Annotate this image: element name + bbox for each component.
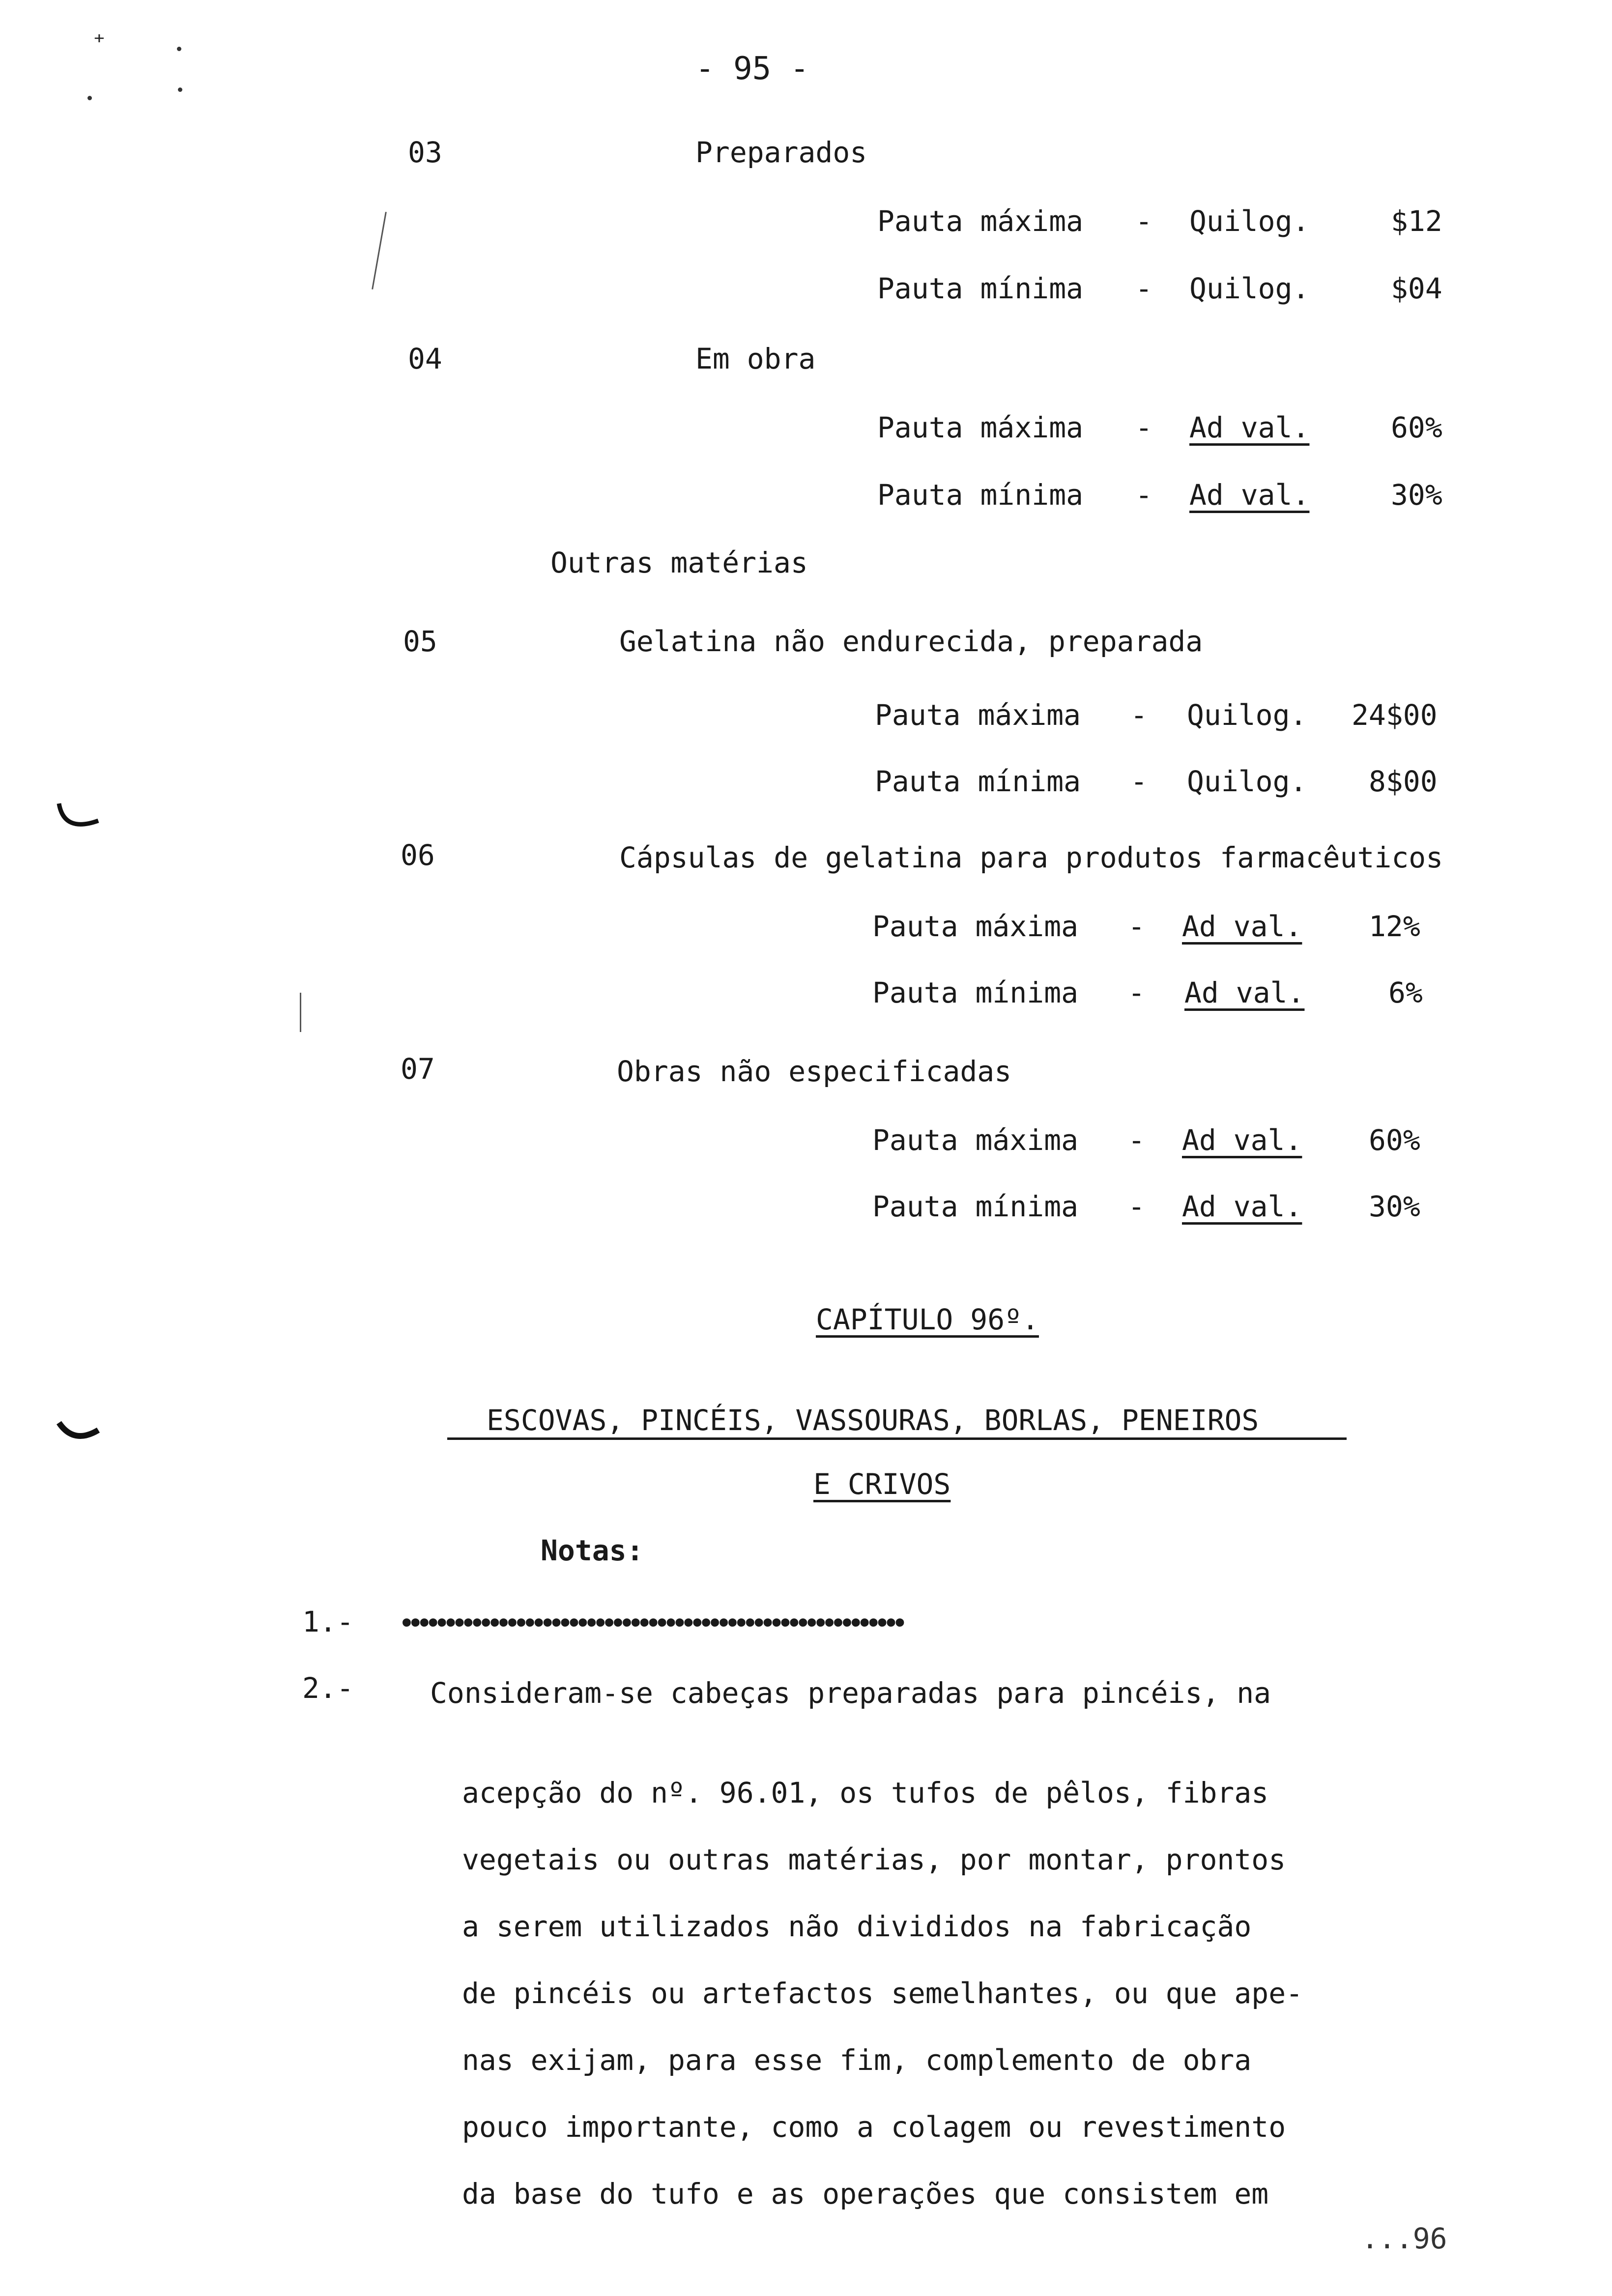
tariff-unit: Ad val. bbox=[1182, 1123, 1302, 1157]
tariff-dash: - bbox=[1135, 272, 1152, 305]
tariff-dash: - bbox=[1135, 411, 1152, 444]
note-first-line: Consideram-se cabeças preparadas para pincéis, na bbox=[430, 1676, 1271, 1710]
scan-speck bbox=[178, 87, 182, 92]
tariff-value: 6% bbox=[1388, 976, 1423, 1009]
tariff-value: 60% bbox=[1369, 1123, 1420, 1157]
tariff-dash: - bbox=[1130, 765, 1148, 798]
tariff-label: Pauta máxima bbox=[872, 1123, 1079, 1157]
tariff-unit: Quilog. bbox=[1189, 204, 1310, 238]
tariff-unit: Ad val. bbox=[1182, 1190, 1302, 1223]
tariff-unit: Ad val. bbox=[1189, 411, 1310, 444]
item-title: Cápsulas de gelatina para produtos farmacêuticos bbox=[619, 841, 1443, 874]
tariff-unit: Quilog. bbox=[1187, 698, 1307, 732]
tariff-label: Pauta máxima bbox=[877, 204, 1084, 238]
tariff-label: Pauta mínima bbox=[872, 976, 1079, 1009]
continuation-marker: ...96 bbox=[1361, 2222, 1447, 2255]
tariff-dash: - bbox=[1128, 1123, 1145, 1157]
tariff-label: Pauta mínima bbox=[877, 478, 1084, 512]
scan-line bbox=[300, 993, 301, 1032]
title-underline bbox=[447, 1437, 1347, 1440]
tariff-unit: Quilog. bbox=[1189, 272, 1310, 305]
tariff-unit: Ad val. bbox=[1182, 910, 1302, 943]
item-code: 06 bbox=[401, 838, 435, 872]
note-ellipsis: ••••••••••••••••••••••••••••••••••••••••••••••••••••••••• bbox=[398, 1607, 900, 1640]
tariff-unit: Ad val. bbox=[1184, 976, 1305, 1009]
tariff-label: Pauta máxima bbox=[872, 910, 1079, 943]
item-title: Gelatina não endurecida, preparada bbox=[619, 625, 1203, 658]
tariff-dash: - bbox=[1128, 1190, 1145, 1223]
tariff-unit: Ad val. bbox=[1189, 478, 1310, 512]
tariff-label: Pauta mínima bbox=[872, 1190, 1079, 1223]
tariff-value: $04 bbox=[1391, 272, 1442, 305]
tariff-dash: - bbox=[1128, 910, 1145, 943]
scan-speck bbox=[87, 96, 92, 100]
tariff-dash: - bbox=[1135, 204, 1152, 238]
tariff-value: 8$00 bbox=[1369, 765, 1438, 798]
note-number: 2.- bbox=[302, 1671, 354, 1705]
tariff-dash: - bbox=[1130, 698, 1148, 732]
scan-artifact-icon: ⁺ bbox=[91, 27, 108, 59]
tariff-value: 30% bbox=[1391, 478, 1442, 512]
item-code: 05 bbox=[403, 625, 437, 658]
note-text: acepção do nº. 96.01, os tufos de pêlos, fibras vegetais ou outras matérias, por montar, prontos a serem utilizados não divididos na fabricação de pincéis ou artefactos semelhantes, ou que ape- nas exijam, para esse fim, complemento de obra pouco importante, como a colagem ou revestimento da base do tufo e as operações que consistem em bbox=[462, 1776, 1303, 2210]
tariff-label: Pauta mínima bbox=[877, 272, 1084, 305]
tariff-unit: Quilog. bbox=[1187, 765, 1307, 798]
tariff-value: 24$00 bbox=[1352, 698, 1438, 732]
item-title: Preparados bbox=[695, 136, 867, 169]
tariff-value: 30% bbox=[1369, 1190, 1420, 1223]
page-number: - 95 - bbox=[695, 51, 809, 87]
scan-curve-icon bbox=[54, 1415, 103, 1455]
tariff-dash: - bbox=[1135, 478, 1152, 512]
chapter-title-line2: E CRIVOS bbox=[813, 1467, 951, 1501]
tariff-label: Pauta máxima bbox=[875, 698, 1081, 732]
item-title: Em obra bbox=[695, 342, 816, 375]
scan-speck bbox=[177, 47, 181, 51]
chapter-title: ESCOVAS, PINCÉIS, VASSOURAS, BORLAS, PENEIROS bbox=[487, 1404, 1259, 1437]
item-title: Obras não especificadas bbox=[617, 1055, 1012, 1088]
note-number: 1.- bbox=[302, 1605, 354, 1638]
tariff-label: Pauta máxima bbox=[877, 411, 1084, 444]
item-code: 04 bbox=[408, 342, 442, 375]
tariff-value: 60% bbox=[1391, 411, 1442, 444]
chapter-heading: CAPÍTULO 96º. bbox=[816, 1303, 1039, 1336]
group-heading: Outras matérias bbox=[550, 546, 808, 579]
tariff-dash: - bbox=[1128, 976, 1145, 1009]
item-code: 07 bbox=[401, 1052, 435, 1086]
scan-line bbox=[372, 212, 387, 289]
scan-curve-icon bbox=[54, 801, 103, 840]
tariff-label: Pauta mínima bbox=[875, 765, 1081, 798]
item-code: 03 bbox=[408, 136, 442, 169]
tariff-value: $12 bbox=[1391, 204, 1442, 238]
notes-label: Notas: bbox=[541, 1534, 644, 1567]
tariff-value: 12% bbox=[1369, 910, 1420, 943]
